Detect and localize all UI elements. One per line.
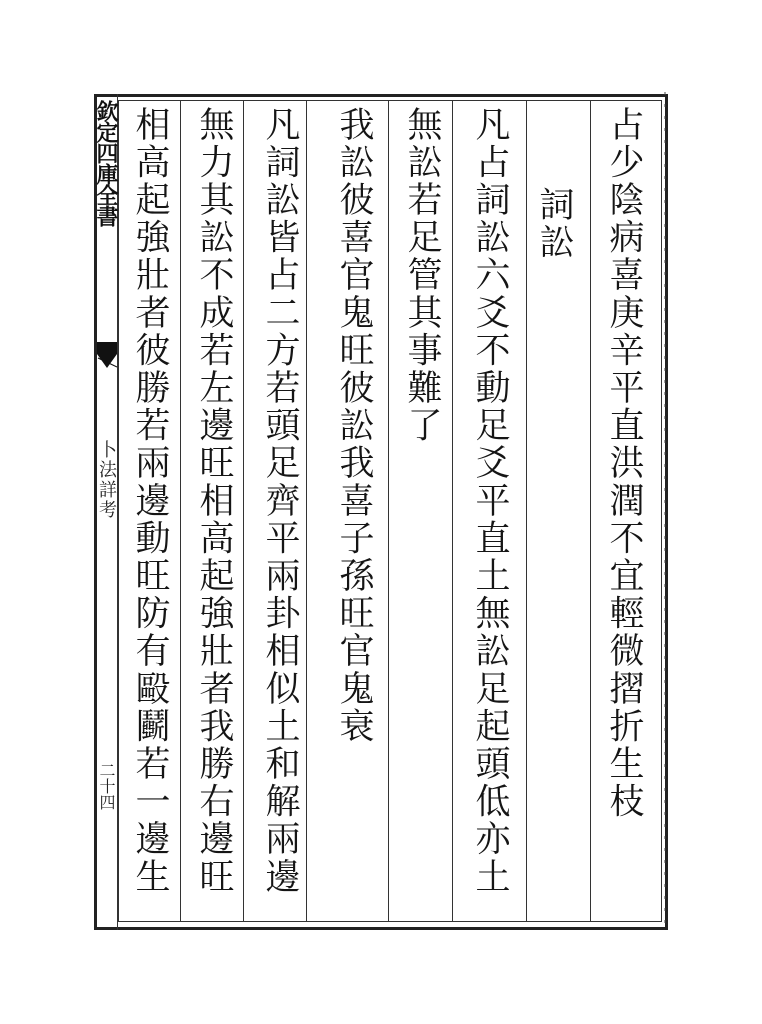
text-column: 占少陰病喜庚辛平直洪潤不宜輕微摺折生枝 <box>604 106 644 821</box>
text-column: 無訟若足管其事難了 <box>402 106 442 445</box>
section-title: 卜法詳考 <box>96 440 117 520</box>
heading-column: 詞訟 <box>534 186 574 262</box>
book-title: 欽定四庫全書 <box>93 100 119 226</box>
column-rule <box>306 100 307 922</box>
fish-tail-mark <box>96 340 118 370</box>
column-rule <box>590 100 591 922</box>
text-column: 相高起強壯者彼勝若兩邊動旺防有毆鬬若一邊生 <box>130 106 170 896</box>
text-column: 凡詞訟皆占二方若頭足齊平兩卦相似土和解兩邊 <box>260 106 300 896</box>
page-number: 二十四 <box>97 762 116 810</box>
text-column: 凡占詞訟六爻不動足爻平直土無訟足起頭低亦土 <box>470 106 510 896</box>
text-column: 無力其訟不成若左邊旺相高起強壯者我勝右邊旺 <box>194 106 234 896</box>
column-rule <box>180 100 181 922</box>
page-edge-mark <box>662 92 668 932</box>
column-rule <box>526 100 527 922</box>
column-rule <box>243 100 244 922</box>
column-rule <box>388 100 389 922</box>
text-column: 我訟彼喜官鬼旺彼訟我喜子孫旺官鬼衰 <box>334 106 374 746</box>
column-rule <box>452 100 453 922</box>
